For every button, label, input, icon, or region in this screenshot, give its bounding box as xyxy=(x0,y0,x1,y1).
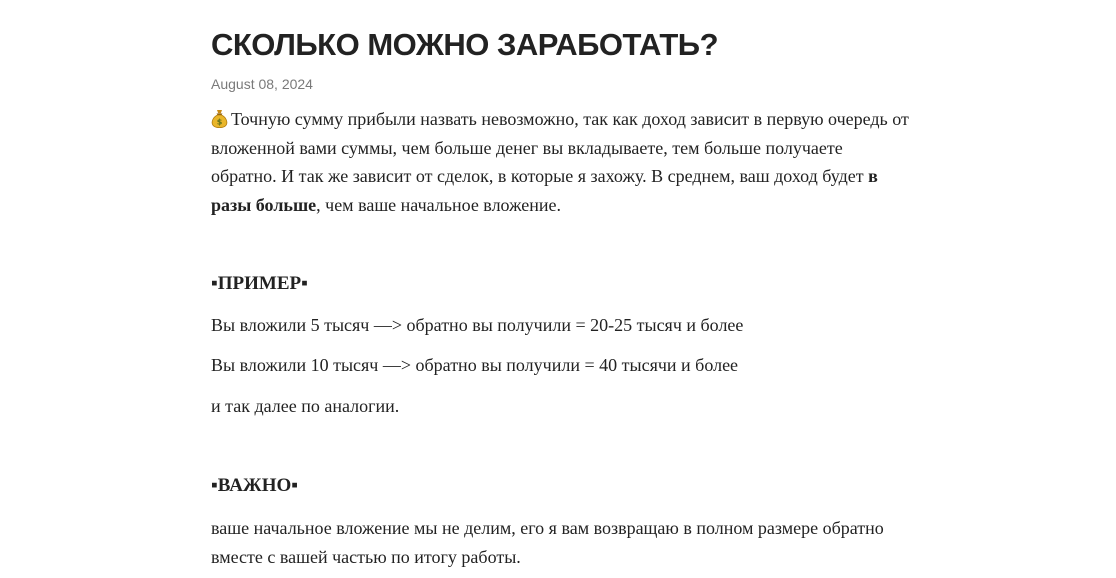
money-bag-icon xyxy=(211,108,228,127)
intro-paragraph xyxy=(211,105,911,219)
article-date: August 08, 2024 xyxy=(211,76,313,92)
important-paragraph: ваше начальное вложение мы не делим, его я вам возвращаю в полном размере обратно вместе с вашей частью по итогу работы. xyxy=(211,518,884,567)
intro-text-end: , чем ваше начальное вложение. xyxy=(316,194,562,215)
example-line: Вы вложили 10 тысяч —> обратно вы получили = 40 тысячи и более xyxy=(211,355,739,375)
example-heading: ▪ПРИМЕР▪ xyxy=(211,273,308,294)
example-line: и так далее по аналогии. xyxy=(211,396,400,416)
intro-text-start: Точную сумму прибыли назвать невозможно, так как доход зависит в первую очередь от вложенной вами суммы, чем больше денег вы вкладываете, тем больше получаете обратно. И так же зависит от сделок, в которые я захожу. В среднем, ваш доход будет xyxy=(211,109,909,186)
important-heading: ▪ВАЖНО▪ xyxy=(211,475,299,496)
example-line: Вы вложили 5 тысяч —> обратно вы получили = 20-25 тысяч и более xyxy=(211,315,744,335)
intro-text-bold: в разы больше xyxy=(211,166,878,215)
svg-text:$: $ xyxy=(216,117,223,127)
article-title: СКОЛЬКО МОЖНО ЗАРАБОТАТЬ? xyxy=(211,27,719,62)
